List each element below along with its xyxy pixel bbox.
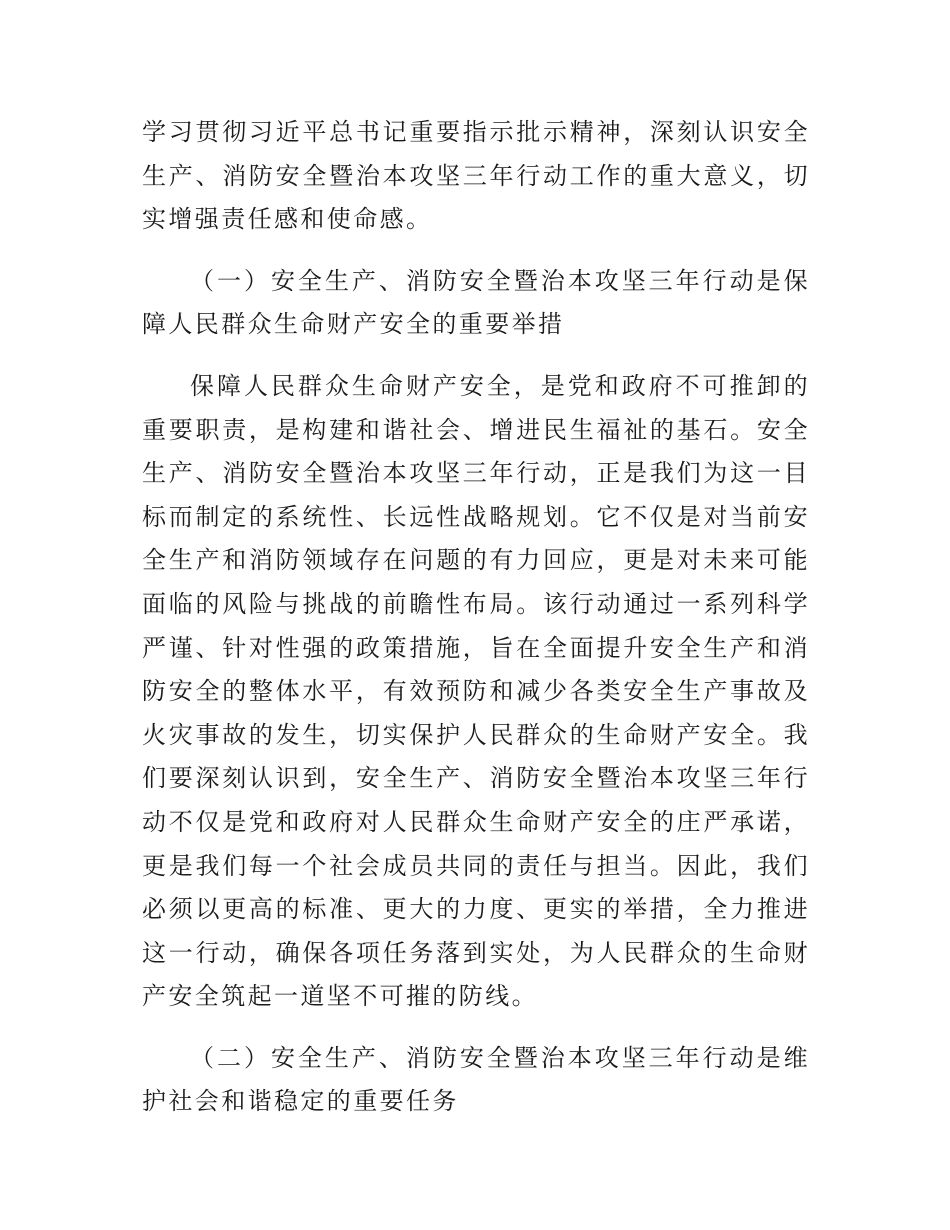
paragraph-gap [142,347,810,365]
paragraph-gap [142,1019,810,1037]
section-heading-one: （一）安全生产、消防安全暨治本攻坚三年行动是保障人民群众生命财产安全的重要举措 [142,266,810,339]
body-paragraph-intro: 学习贯彻习近平总书记重要指示批示精神，深刻认识安全生产、消防安全暨治本攻坚三年行动工作的重大意义，切实增强责任感和使命感。 [142,118,810,234]
body-paragraph-section-one: 保障人民群众生命财产安全，是党和政府不可推卸的重要职责，是构建和谐社会、增进民生福祉的基石。安全生产、消防安全暨治本攻坚三年行动，正是我们为这一目标而制定的系统性、长远性战略规划。它不仅是对当前安全生产和消防领域存在问题的有力回应，更是对未来可能面临的风险与挑战的前瞻性布局。该行动通过一系列科学严谨、针对性强的政策措施，旨在全面提升安全生产和消防安全的整体水平，有效预防和减少各类安全生产事故及火灾事故的发生，切实保护人民群众的生命财产安全。我们要深刻认识到，安全生产、消防安全暨治本攻坚三年行动不仅是党和政府对人民群众生命财产安全的庄严承诺，更是我们每一个社会成员共同的责任与担当。因此，我们必须以更高的标准、更大的力度、更实的举措，全力推进这一行动，确保各项任务落到实处，为人民群众的生命财产安全筑起一道坚不可摧的防线。 [142,371,810,1011]
section-heading-two: （二）安全生产、消防安全暨治本攻坚三年行动是维护社会和谐稳定的重要任务 [142,1043,810,1116]
paragraph-gap [142,242,810,260]
